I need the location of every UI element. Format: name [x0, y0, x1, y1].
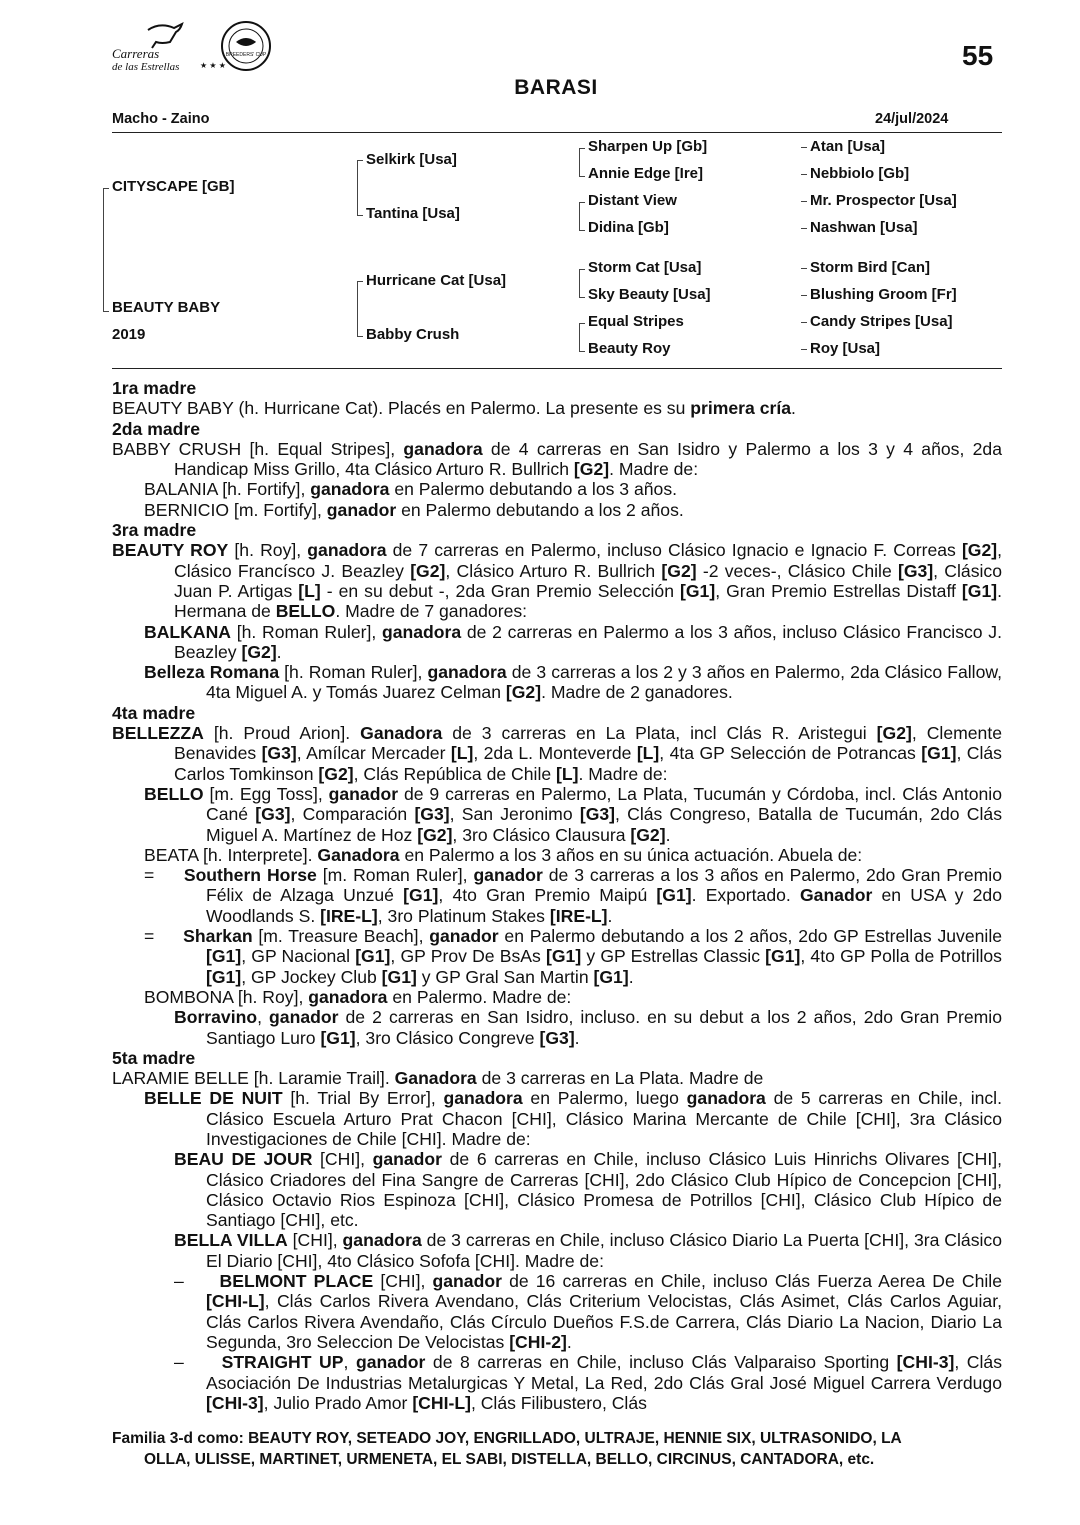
carreras-de-las-estrellas-logo: [108, 18, 278, 78]
section-heading-4ta-madre: 4ta madre: [112, 702, 196, 723]
section-heading-2da-madre: 2da madre: [112, 418, 201, 439]
record-paragraph: BELLEZZA [h. Proud Arion]. Ganadora de 3 carreras en La Plata, incl Clás R. Aristegui [G2], Clemente Benavides [G3], Amílcar Mercader [L], 2da L. Monteverde [L], 4ta GP Selección de Potrancas [G1], Clás Carlos Tomkinson [G2], Clás República de Chile [L]. Madre de:: [112, 723, 1002, 784]
family-footer: [112, 1428, 1002, 1470]
pedigree-g3-item: Equal Stripes: [588, 313, 684, 330]
record-paragraph: BELLE DE NUIT [h. Trial By Error], ganadora en Palermo, luego ganadora de 5 carreras en Chile, incl. Clásico Escuela Arturo Prat Chacon [CHI], Clásico Marina Mercante de Chile [CHI], 3ra Clásico Investigaciones de Chile [CHI]. Madre de:: [144, 1088, 1002, 1149]
produce-record: [112, 378, 1002, 1413]
pedigree-g4-item: Nashwan [Usa]: [810, 219, 918, 236]
record-paragraph: BELLO [m. Egg Toss], ganador de 9 carreras en Palermo, La Plata, Tucumán y Córdoba, incl. Clás Antonio Cané [G3], Comparación [G3], San Jeronimo [G3], Clás Congreso, Batalla de Tucumán, 2do Clás Miguel A. Martínez de Hoz [G2], 3ro Clásico Clausura [G2].: [144, 783, 1003, 845]
pedigree-g2-item: Hurricane Cat [Usa]: [366, 272, 507, 289]
record-paragraph: Belleza Romana [h. Roman Ruler], ganadora de 3 carreras a los 2 y 3 años en Palermo, 2da Clásico Fallow, 4ta Miguel A. y Tomás Juarez Celman [G2]. Madre de 2 ganadores.: [144, 662, 1002, 703]
pedigree-g4-item: Storm Bird [Can]: [810, 259, 930, 276]
record-paragraph: LARAMIE BELLE [h. Laramie Trail]. Ganadora de 3 carreras en La Plata. Madre de: [112, 1068, 764, 1089]
pedigree-g4-item: Blushing Groom [Fr]: [810, 286, 957, 303]
pedigree-g4-item: Nebbiolo [Gb]: [810, 165, 910, 182]
pedigree-g3-item: Sky Beauty [Usa]: [588, 286, 711, 303]
sex-color: Macho - Zaino: [112, 111, 210, 127]
record-paragraph: BEAUTY ROY [h. Roy], ganadora de 7 carreras en Palermo, incluso Clásico Ignacio e Ignacio F. Correas [G2], Clásico Francísco J. Beazley [G2], Clásico Arturo R. Bullrich [G2] -2 veces-, Clásico Chile [G3], Clásico Juan P. Artigas [L] - en su debut -, 2da Gran Premio Selección [G1], Gran Premio Estrellas Distaff [G1]. Hermana de BELLO. Madre de 7 ganadores:: [112, 540, 1003, 622]
section-heading-5ta-madre: 5ta madre: [112, 1047, 196, 1068]
pedigree-g2-item: Selkirk [Usa]: [366, 151, 457, 168]
pedigree-g2-item: Babby Crush: [366, 326, 460, 343]
record-paragraph: = Sharkan [m. Treasure Beach], ganador en Palermo debutando a los 2 años, 2do GP Estrellas Juvenile [G1], GP Nacional [G1], GP Prov De BsAs [G1] y GP Estrellas Classic [G1], 4to GP Polla de Potrillos [G1], GP Jockey Club [G1] y GP Gral San Martin [G1].: [144, 926, 1003, 987]
section-heading-1ra-madre: 1ra madre: [112, 378, 197, 398]
pedigree-divider: [112, 368, 1002, 369]
record-paragraph: BABBY CRUSH [h. Equal Stripes], ganadora de 4 carreras en San Isidro y Palermo a los 3 y 4 años, 2da Handicap Miss Grillo, 4ta Clásico Arturo R. Bullrich [G2]. Madre de:: [112, 438, 1002, 480]
pedigree-g3-item: Sharpen Up [Gb]: [588, 138, 708, 155]
pedigree-g3-item: Beauty Roy: [588, 340, 671, 357]
record-paragraph: BELLA VILLA [CHI], ganadora de 3 carreras en Chile, incluso Clásico Diario La Puerta [CHI], 3ra Clásico El Diario [CHI], 4to Clásico Sofofa [CHI]. Madre de:: [174, 1230, 1002, 1271]
logo-text-estrellas: de las Estrellas: [112, 61, 180, 73]
lot-number: 55: [962, 40, 994, 71]
pedigree-g4-item: Atan [Usa]: [810, 138, 886, 155]
family-line-2: OLLA, ULISSE, MARTINET, URMENETA, EL SABI, DISTELLA, BELLO, CIRCINUS, CANTADORA, etc.: [144, 1451, 875, 1468]
record-paragraph: BEAU DE JOUR [CHI], ganador de 6 carreras en Chile, incluso Clásico Luis Hinrichs Olivares [CHI], Clásico Criadores del Fina Sangre de Carreras [CHI], 2do Clásico Club Hípico de Concepcion [CHI], Clásico Octavio Rios Espinoza [CHI], Clásico Promesa de Potrillos [CHI], Clásico Club Hípico de Santiago [CHI], etc.: [174, 1149, 1002, 1231]
record-paragraph: Borravino, ganador de 2 carreras en San Isidro, incluso. en su debut a los 2 años, 2do Gran Premio Santiago Luro [G1], 3ro Clásico Congreve [G3].: [174, 1007, 1002, 1048]
record-paragraph: – STRAIGHT UP, ganador de 8 carreras en Chile, incluso Clás Valparaiso Sporting [CHI-3], Clás Asociación De Industrias Metalurgicas Y Metal, La Red, 2do Clás Gral José Miguel Carrera Verdugo [CHI-3], Julio Prado Amor [CHI-L], Clás Filibustero, Clás: [174, 1352, 1002, 1413]
pedigree-g3-item: Didina [Gb]: [588, 219, 669, 236]
birth-year: 2019: [112, 326, 146, 343]
pedigree-g3-item: Distant View: [588, 192, 677, 209]
pedigree-g3-item: Storm Cat [Usa]: [588, 259, 702, 276]
record-paragraph: = Southern Horse [m. Roman Ruler], ganador de 3 carreras a los 3 años en Palermo, 2do Gran Premio Félix de Alzaga Unzué [G1], 4to Gran Premio Maipú [G1]. Exportado. Ganador en USA y 2do Woodlands S. [IRE-L], 3ro Platinum Stakes [IRE-L].: [144, 865, 1002, 926]
pedigree-g3-item: Annie Edge [Ire]: [588, 165, 704, 182]
section-heading-3ra-madre: 3ra madre: [112, 520, 197, 541]
record-paragraph: BERNICIO [m. Fortify], ganador en Palermo debutando a los 2 años.: [144, 499, 684, 520]
record-paragraph: BEAUTY BABY (h. Hurricane Cat). Placés en Palermo. La presente es su primera cría.: [112, 398, 796, 419]
svg-text:★ ★ ★: ★ ★ ★: [200, 61, 226, 70]
record-paragraph: BALKANA [h. Roman Ruler], ganadora de 2 carreras en Palermo a los 3 años, incluso Clásico Francisco J. Beazley [G2].: [144, 621, 1002, 662]
pedigree-g4-item: Roy [Usa]: [810, 340, 881, 357]
dam: BEAUTY BABY: [112, 299, 221, 316]
header-divider: [112, 132, 1002, 133]
pedigree-g2-item: Tantina [Usa]: [366, 205, 460, 222]
logo-text-carreras: Carreras: [112, 46, 160, 61]
record-paragraph: – BELMONT PLACE [CHI], ganador de 16 carreras en Chile, incluso Clás Fuerza Aerea De Chile [CHI-L], Clás Carlos Rivera Avendano, Clás Criterium Velocistas, Clás Asimet, Clás Carlos Aguiar, Clás Carlos Rivera Avendaño, Clás Círculo Dueños F.S.de Carrera, Clás Diario La Nacion, Diario La Segunda, 3ro Seleccion De Velocistas [CHI-2].: [174, 1271, 1002, 1352]
horse-name: BARASI: [514, 76, 598, 99]
pedigree-g4-item: Mr. Prospector [Usa]: [810, 192, 957, 209]
pedigree-g4-item: Candy Stripes [Usa]: [810, 313, 953, 330]
date: 24/jul/2024: [875, 111, 949, 127]
record-paragraph: BEATA [h. Interprete]. Ganadora en Palermo a los 3 años en su única actuación. Abuela de:: [144, 844, 863, 865]
record-paragraph: BALANIA [h. Fortify], ganadora en Palermo debutando a los 3 años.: [144, 479, 678, 500]
family-line-1: Familia 3-d como: BEAUTY ROY, SETEADO JOY, ENGRILLADO, ULTRAJE, HENNIE SIX, ULTRASONIDO, LA: [112, 1430, 902, 1447]
breeders-cup-badge-text: BREEDERS' CUP: [225, 52, 267, 58]
record-paragraph: BOMBONA [h. Roy], ganadora en Palermo. Madre de:: [144, 986, 572, 1007]
sire: CITYSCAPE [GB]: [112, 178, 235, 195]
